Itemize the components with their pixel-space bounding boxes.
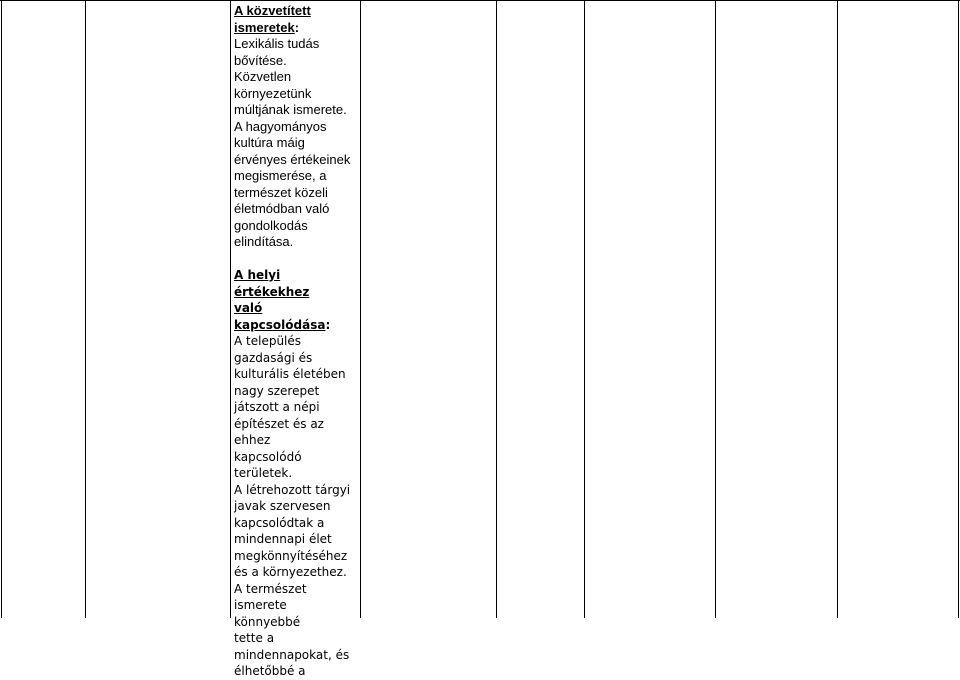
- text-line: megismerése, a: [234, 168, 327, 183]
- table-cell-content: [234, 3, 356, 680]
- text-line: kapcsolódtak a: [234, 515, 325, 530]
- text-line: Közvetlen: [234, 69, 292, 84]
- table-column-border: [360, 0, 361, 618]
- text-line: kulturális életében: [234, 367, 346, 381]
- text-line: életmódban való: [234, 201, 330, 216]
- text-line: gondolkodás: [234, 217, 308, 233]
- text-line: kapcsolódó: [234, 449, 302, 464]
- table-top-border: [0, 0, 960, 1]
- text-line: Lexikális tudás: [234, 36, 320, 51]
- text-line: gazdasági és: [234, 350, 313, 365]
- table-column-border: [85, 0, 86, 618]
- table-column-border: [496, 0, 497, 618]
- text-line: mindennapi élet: [234, 532, 332, 546]
- section-heading: A helyi értékekhez: [234, 268, 310, 299]
- table-column-border: [958, 0, 959, 618]
- text-line: érvényes értékeinek: [234, 151, 351, 167]
- text-line: elindítása.: [234, 234, 294, 249]
- table-column-border: [837, 0, 838, 618]
- text-line: nagy szerepet: [234, 383, 320, 398]
- text-line: természet közeli: [234, 184, 328, 200]
- text-line: és a környezethez.: [234, 565, 347, 579]
- section-heading: való kapcsolódása:: [234, 301, 331, 332]
- text-line: játszott a népi: [234, 400, 320, 414]
- text-line: múltjának ismerete.: [234, 102, 347, 117]
- text-line: mindennapokat, és: [234, 647, 350, 662]
- paragraph-spacer: [234, 251, 356, 268]
- table-column-border: [584, 0, 585, 618]
- text-line: javak szervesen: [234, 499, 331, 513]
- text-line: A természet: [234, 581, 307, 596]
- text-line: kultúra máig: [234, 135, 305, 150]
- text-line: környezetünk: [234, 85, 312, 101]
- text-line: ismerete könnyebbé: [234, 598, 301, 629]
- section-heading: A közvetített: [234, 3, 311, 18]
- text-line: bővítése.: [234, 52, 287, 68]
- text-line: A létrehozott tárgyi: [234, 482, 351, 497]
- section-heading: ismeretek:: [234, 19, 300, 35]
- text-line: élhetőbbé a: [234, 664, 306, 678]
- text-line: területek.: [234, 466, 293, 480]
- text-line: építészet és az ehhez: [234, 416, 324, 447]
- text-line: megkönnyítéséhez: [234, 548, 348, 563]
- table-column-border: [1, 0, 2, 618]
- table-column-border: [715, 0, 716, 618]
- table-column-border: [230, 0, 231, 618]
- text-line: A település: [234, 334, 302, 348]
- text-line: A hagyományos: [234, 118, 327, 134]
- text-line: tette a: [234, 631, 275, 645]
